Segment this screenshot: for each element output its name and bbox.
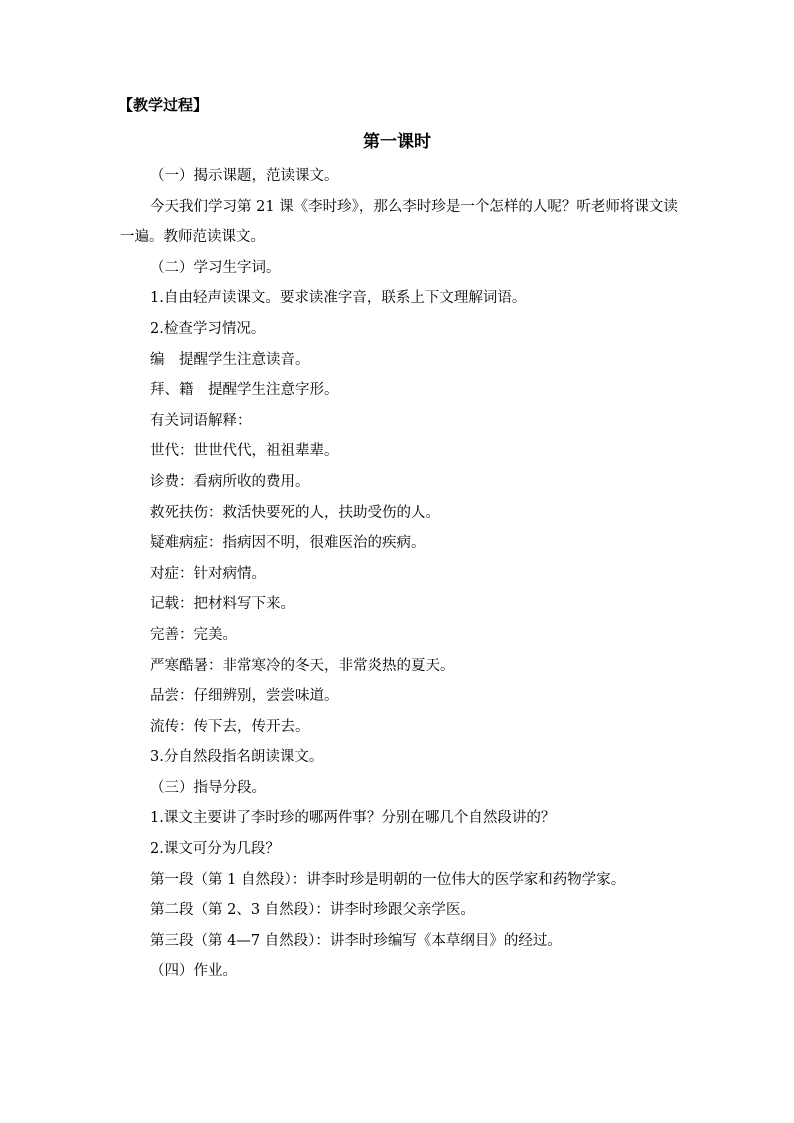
vocabulary-item: 诊费：看病所收的费用。 bbox=[150, 473, 310, 490]
section-heading: 【教学过程】 bbox=[118, 96, 209, 114]
step-two-heading: （二）学习生字词。 bbox=[150, 259, 281, 276]
document-body bbox=[120, 161, 680, 987]
step-three-heading: （三）指导分段。 bbox=[150, 779, 266, 796]
lesson-title: 第一课时 bbox=[363, 132, 431, 152]
list-item: 2.课文可分为几段？ bbox=[150, 841, 280, 858]
character-note: 编 提醒学生注意读音。 bbox=[150, 351, 310, 368]
vocabulary-item: 救死扶伤：救活快要死的人，扶助受伤的人。 bbox=[150, 504, 440, 521]
list-item: 1.自由轻声读课文。要求读准字音，联系上下文理解词语。 bbox=[150, 290, 527, 307]
vocabulary-item: 流传：传下去，传开去。 bbox=[150, 718, 310, 735]
vocabulary-item: 完善：完美。 bbox=[150, 626, 237, 643]
section-summary: 第三段（第 4—7 自然段）：讲李时珍编写《本草纲目》的经过。 bbox=[150, 932, 562, 949]
section-summary: 第二段（第 2、3 自然段）：讲李时珍跟父亲学医。 bbox=[150, 902, 475, 919]
section-summary: 第一段（第 1 自然段）：讲李时珍是明朝的一位伟大的医学家和药物学家。 bbox=[150, 871, 626, 888]
list-item: 1.课文主要讲了李时珍的哪两件事？分别在哪几个自然段讲的？ bbox=[150, 810, 556, 827]
vocabulary-item: 对症：针对病情。 bbox=[150, 565, 266, 582]
list-item: 3.分自然段指名朗读课文。 bbox=[150, 749, 324, 766]
intro-paragraph: 今天我们学习第 21 课《李时珍》，那么李时珍是一个怎样的人呢？听老师将课文读一遍。教师范读课文。 bbox=[120, 198, 678, 246]
vocabulary-item: 严寒酷暑：非常寒冷的冬天，非常炎热的夏天。 bbox=[150, 657, 455, 674]
list-item: 2.检查学习情况。 bbox=[150, 320, 266, 337]
vocabulary-item: 疑难病症：指病因不明，很难医治的疾病。 bbox=[150, 535, 426, 552]
vocabulary-item: 记载：把材料写下来。 bbox=[150, 596, 295, 613]
character-note: 拜、籍 提醒学生注意字形。 bbox=[150, 382, 339, 399]
vocabulary-heading: 有关词语解释： bbox=[150, 412, 252, 429]
vocabulary-item: 世代：世世代代，祖祖辈辈。 bbox=[150, 443, 339, 460]
step-four-heading: （四）作业。 bbox=[150, 963, 237, 980]
vocabulary-item: 品尝：仔细辨别，尝尝味道。 bbox=[150, 688, 339, 705]
step-one-heading: （一）揭示课题，范读课文。 bbox=[150, 168, 339, 184]
